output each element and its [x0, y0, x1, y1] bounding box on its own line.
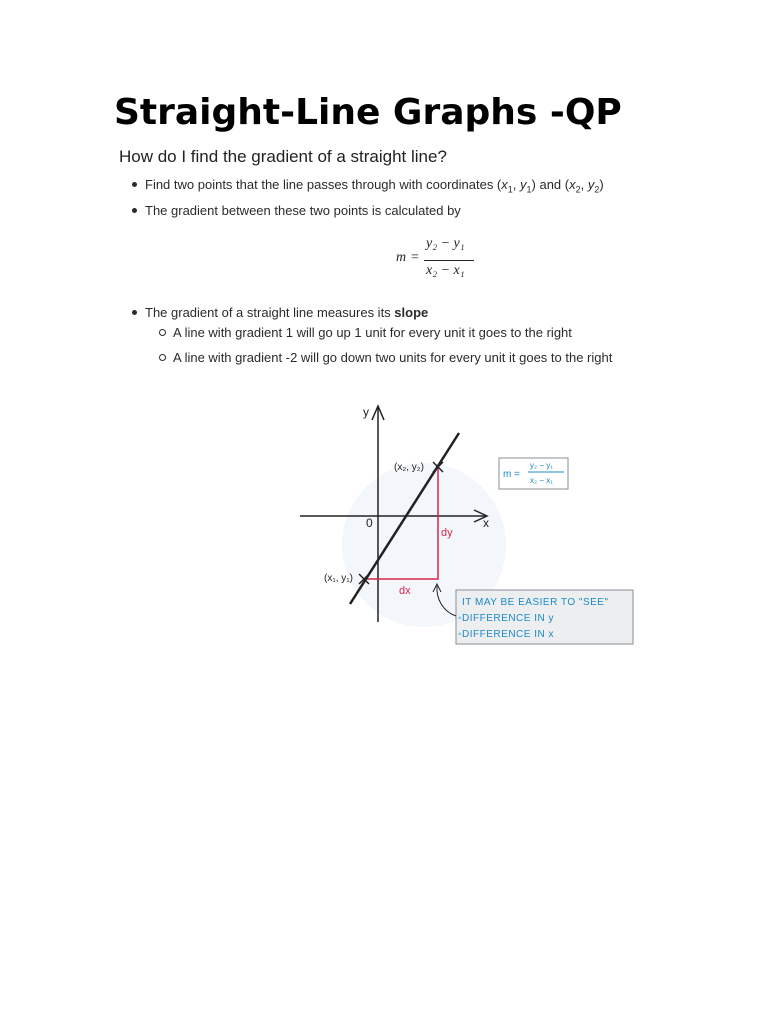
sub-bullet-ring	[159, 329, 166, 336]
sub-bullet-gradient-1: A line with gradient 1 will go up 1 unit for every unit it goes to the right	[159, 324, 572, 342]
point-2-label: (x₂, y₂)	[394, 462, 424, 473]
dy-label: dy	[441, 527, 453, 539]
sub-bullet-gradient-minus-2: A line with gradient -2 will go down two units for every unit it goes to the right	[159, 349, 612, 367]
note-line-1: IT MAY BE EASIER TO "SEE"	[462, 597, 609, 608]
sub-bullet-ring	[159, 354, 166, 361]
bullet-find-two-points: Find two points that the line passes through with coordinates ($x_1$, $y_1$) and ($x_2$, $y_2$)	[132, 176, 604, 199]
y-axis-label: y	[363, 405, 369, 419]
formula-numerator: y₂ − y₁	[426, 236, 465, 251]
gradient-diagram	[296, 400, 641, 650]
formula-box-numerator: y₂ − y₁	[530, 461, 553, 470]
origin-label: 0	[366, 516, 373, 530]
point-1-label: (x₁, y₁)	[324, 573, 353, 584]
formula-equals: =	[411, 250, 419, 265]
formula-box-denominator: x₂ − x₁	[530, 476, 553, 485]
x-axis-label: x	[483, 516, 489, 530]
note-line-2: ◦DIFFERENCE IN y	[458, 613, 554, 624]
bullet-dot	[132, 310, 137, 315]
bullet-dot	[132, 182, 137, 187]
formula-denominator: x₂ − x₁	[426, 263, 465, 278]
bullet-gradient-calculated: The gradient between these two points is calculated by	[132, 202, 461, 220]
formula-box-m: m =	[503, 469, 520, 480]
formula-fraction-bar	[424, 260, 474, 261]
note-line-3: ◦DIFFERENCE IN x	[458, 629, 554, 640]
section-heading: How do I find the gradient of a straight line?	[119, 147, 447, 166]
gradient-formula	[396, 236, 486, 284]
dx-label: dx	[399, 585, 411, 597]
formula-m: m	[396, 250, 407, 265]
page-title: Straight-Line Graphs -QP	[114, 92, 622, 133]
bullet-dot	[132, 208, 137, 213]
bullet-slope: The gradient of a straight line measures its slope	[132, 304, 428, 322]
